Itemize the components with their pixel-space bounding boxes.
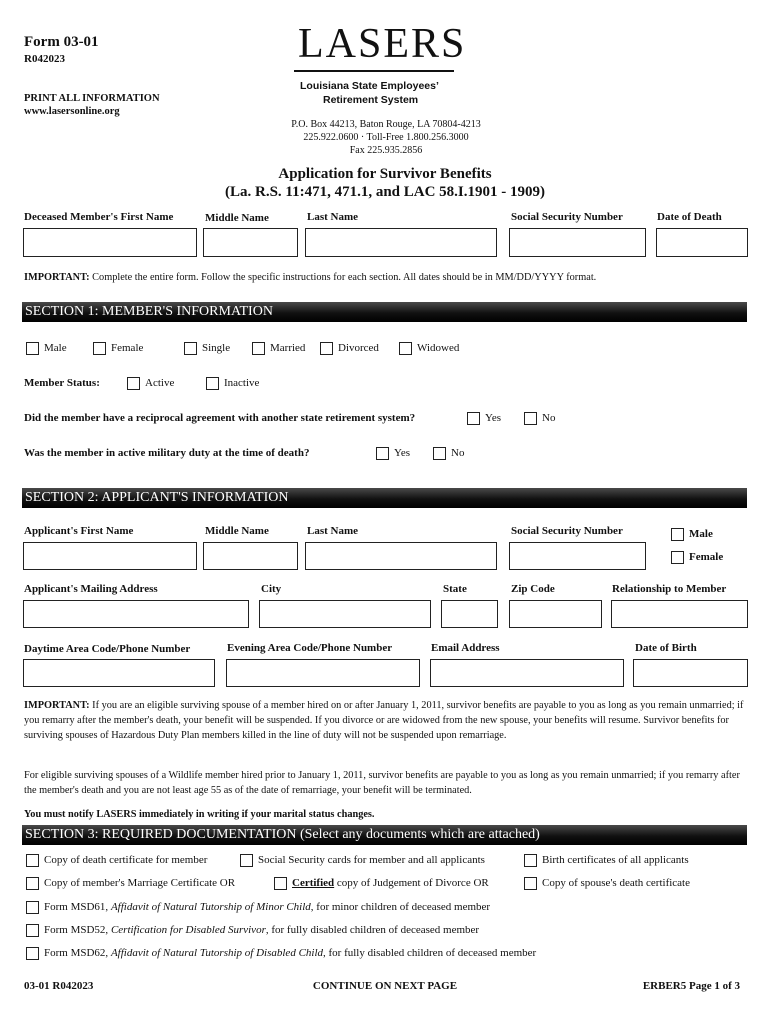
- form-number: Form 03-01: [24, 34, 99, 50]
- active-checkbox[interactable]: [127, 377, 140, 390]
- remarriage-important-text: If you are an eligible surviving spouse of a member hired on or after January 1, 2011, survivor benefits are payable to you as long as you remain unmarried; if you remarry after the member's death, your benefit will be suspended. If you divorce or are widowed from the new spouse, your benefits will resume. Survivor benefits for surviving spouses of Hazardous Duty Plan members killed in the line of duty will not be suspended upon remarriage.: [24, 700, 744, 741]
- form-revision: R042023: [24, 53, 65, 65]
- logo-org-line1: Louisiana State Employees’: [300, 80, 439, 92]
- reciprocal-no-checkbox[interactable]: [524, 412, 537, 425]
- widowed-label: Widowed: [417, 342, 460, 354]
- ss-cards-label: Social Security cards for member and all applicants: [258, 854, 485, 866]
- death-certificate-label: Copy of death certificate for member: [44, 854, 208, 866]
- applicant-first-name-label: Applicant's First Name: [24, 525, 134, 537]
- divorced-label: Divorced: [338, 342, 379, 354]
- address-line2: 225.922.0600 · Toll-Free 1.800.256.3000: [303, 132, 469, 143]
- logo-org-line2: Retirement System: [323, 94, 419, 106]
- zip-field[interactable]: [509, 600, 602, 628]
- msd62-label: [44, 947, 536, 959]
- org-address: [248, 118, 524, 157]
- reciprocal-no-label: No: [542, 412, 556, 424]
- section3-header: SECTION 3: REQUIRED DOCUMENTATION (Select any documents which are attached): [22, 825, 747, 845]
- remarriage-important-label: IMPORTANT:: [24, 700, 90, 711]
- married-checkbox[interactable]: [252, 342, 265, 355]
- msd52-label: [44, 924, 479, 936]
- deceased-first-name-label: Deceased Member's First Name: [24, 211, 174, 223]
- important-label: IMPORTANT:: [24, 272, 90, 283]
- address-line3: Fax 225.935.2856: [349, 145, 423, 156]
- date-of-death-field[interactable]: [656, 228, 748, 257]
- city-label: City: [261, 583, 282, 595]
- active-label: Active: [145, 377, 175, 389]
- birth-certificates-label: Birth certificates of all applicants: [542, 854, 689, 866]
- applicant-female-label: Female: [689, 551, 724, 563]
- reciprocal-yes-label: Yes: [485, 412, 502, 424]
- msd62-title: Affidavit of Natural Tutorship of Disabled Child: [110, 947, 324, 959]
- form-title: Application for Survivor Benefits: [278, 166, 492, 182]
- msd62-checkbox[interactable]: [26, 947, 39, 960]
- certified-text: Certified: [292, 877, 335, 889]
- reciprocal-question: Did the member have a reciprocal agreement with another state retirement system?: [24, 412, 416, 424]
- divorce-judgement-text: copy of Judgement of Divorce OR: [334, 877, 489, 889]
- msd52-prefix: Form MSD52,: [44, 924, 111, 936]
- relationship-field[interactable]: [611, 600, 748, 628]
- email-field[interactable]: [430, 659, 624, 687]
- applicant-ssn-field[interactable]: [509, 542, 646, 570]
- logo-rule: [294, 70, 454, 72]
- divorce-judgement-checkbox[interactable]: [274, 877, 287, 890]
- spouse-death-certificate-label: Copy of spouse's death certificate: [542, 877, 690, 889]
- day-phone-label: Daytime Area Code/Phone Number: [24, 643, 191, 655]
- day-phone-field[interactable]: [23, 659, 215, 687]
- msd52-checkbox[interactable]: [26, 924, 39, 937]
- applicant-ssn-label: Social Security Number: [511, 525, 623, 537]
- divorced-checkbox[interactable]: [320, 342, 333, 355]
- lasers-logo: [290, 18, 467, 110]
- applicant-last-name-label: Last Name: [307, 525, 359, 537]
- msd61-label: [44, 901, 490, 913]
- msd52-title: Certification for Disabled Survivor: [110, 924, 266, 936]
- applicant-middle-name-label: Middle Name: [205, 525, 269, 537]
- notify-note: You must notify LASERS immediately in writing if your marital status changes.: [24, 809, 375, 820]
- marriage-certificate-checkbox[interactable]: [26, 877, 39, 890]
- logo-wordmark: LASERS: [298, 21, 467, 67]
- spouse-death-certificate-checkbox[interactable]: [524, 877, 537, 890]
- member-male-label: Male: [44, 342, 67, 354]
- member-female-checkbox[interactable]: [93, 342, 106, 355]
- website: www.lasersonline.org: [24, 106, 120, 117]
- widowed-checkbox[interactable]: [399, 342, 412, 355]
- print-all-instruction: PRINT ALL INFORMATION: [24, 93, 160, 104]
- inactive-label: Inactive: [224, 377, 260, 389]
- member-status-label: Member Status:: [24, 377, 100, 389]
- footer-form-id: 03-01 R042023: [24, 980, 94, 992]
- state-field[interactable]: [441, 600, 498, 628]
- city-field[interactable]: [259, 600, 431, 628]
- evening-phone-label: Evening Area Code/Phone Number: [227, 642, 393, 654]
- reciprocal-yes-checkbox[interactable]: [467, 412, 480, 425]
- email-label: Email Address: [431, 642, 500, 654]
- footer-continue: CONTINUE ON NEXT PAGE: [312, 980, 458, 992]
- msd62-suffix: , for fully disabled children of deceased member: [323, 947, 537, 959]
- applicant-first-name-field[interactable]: [23, 542, 197, 570]
- relationship-label: Relationship to Member: [612, 583, 727, 595]
- dob-label: Date of Birth: [635, 642, 697, 654]
- address-line1: P.O. Box 44213, Baton Rouge, LA 70804-4213: [291, 119, 481, 130]
- deceased-ssn-label: Social Security Number: [511, 211, 623, 223]
- military-no-label: No: [451, 447, 465, 459]
- divorce-judgement-label: [292, 877, 489, 889]
- remarriage-important-note: [24, 698, 746, 743]
- military-yes-checkbox[interactable]: [376, 447, 389, 460]
- death-certificate-checkbox[interactable]: [26, 854, 39, 867]
- inactive-checkbox[interactable]: [206, 377, 219, 390]
- mailing-address-field[interactable]: [23, 600, 249, 628]
- section2-header: SECTION 2: APPLICANT'S INFORMATION: [22, 488, 747, 508]
- applicant-male-label: Male: [689, 528, 713, 540]
- deceased-middle-name-label: Middle Name: [205, 212, 269, 224]
- military-no-checkbox[interactable]: [433, 447, 446, 460]
- msd61-prefix: Form MSD61,: [44, 901, 111, 913]
- evening-phone-field[interactable]: [226, 659, 420, 687]
- applicant-male-checkbox[interactable]: [671, 528, 684, 541]
- deceased-first-name-field[interactable]: [23, 228, 197, 257]
- applicant-female-checkbox[interactable]: [671, 551, 684, 564]
- state-label: State: [443, 583, 467, 595]
- dob-field[interactable]: [633, 659, 748, 687]
- wildlife-note: For eligible surviving spouses of a Wildlife member hired prior to January 1, 2011, survivor benefits are payable to you as long as you remain unmarried; if you remarry after the member's death and you are not least age 55 as of the date of remarriage, your benefit will be terminated.: [24, 770, 740, 796]
- footer-page-number: ERBER5 Page 1 of 3: [642, 980, 740, 992]
- military-question: Was the member in active military duty at the time of death?: [24, 447, 310, 459]
- member-female-label: Female: [111, 342, 144, 354]
- deceased-last-name-field[interactable]: [305, 228, 497, 257]
- mailing-address-label: Applicant's Mailing Address: [24, 583, 158, 595]
- marriage-certificate-label: Copy of member's Marriage Certificate OR: [44, 877, 236, 889]
- msd61-checkbox[interactable]: [26, 901, 39, 914]
- single-label: Single: [202, 342, 231, 354]
- msd61-title: Affidavit of Natural Tutorship of Minor Child: [110, 901, 311, 913]
- date-of-death-label: Date of Death: [657, 211, 722, 223]
- deceased-ssn-field[interactable]: [509, 228, 646, 257]
- member-male-checkbox[interactable]: [26, 342, 39, 355]
- important-instruction: [24, 272, 596, 283]
- applicant-middle-name-field[interactable]: [203, 542, 298, 570]
- ss-cards-checkbox[interactable]: [240, 854, 253, 867]
- military-yes-label: Yes: [394, 447, 411, 459]
- deceased-last-name-label: Last Name: [307, 211, 359, 223]
- single-checkbox[interactable]: [184, 342, 197, 355]
- section1-header: SECTION 1: MEMBER'S INFORMATION: [22, 302, 747, 322]
- birth-certificates-checkbox[interactable]: [524, 854, 537, 867]
- msd52-suffix: , for fully disabled children of deceased member: [265, 924, 480, 936]
- msd61-suffix: , for minor children of deceased member: [310, 901, 491, 913]
- applicant-last-name-field[interactable]: [305, 542, 497, 570]
- married-label: Married: [270, 342, 306, 354]
- important-text: Complete the entire form. Follow the specific instructions for each section. All dates should be in MM/DD/YYYY format.: [89, 272, 597, 283]
- deceased-middle-name-field[interactable]: [203, 228, 298, 257]
- form-citation: (La. R.S. 11:471, 471.1, and LAC 58.I.1901 - 1909): [224, 184, 546, 200]
- zip-label: Zip Code: [511, 583, 555, 595]
- msd62-prefix: Form MSD62,: [44, 947, 111, 959]
